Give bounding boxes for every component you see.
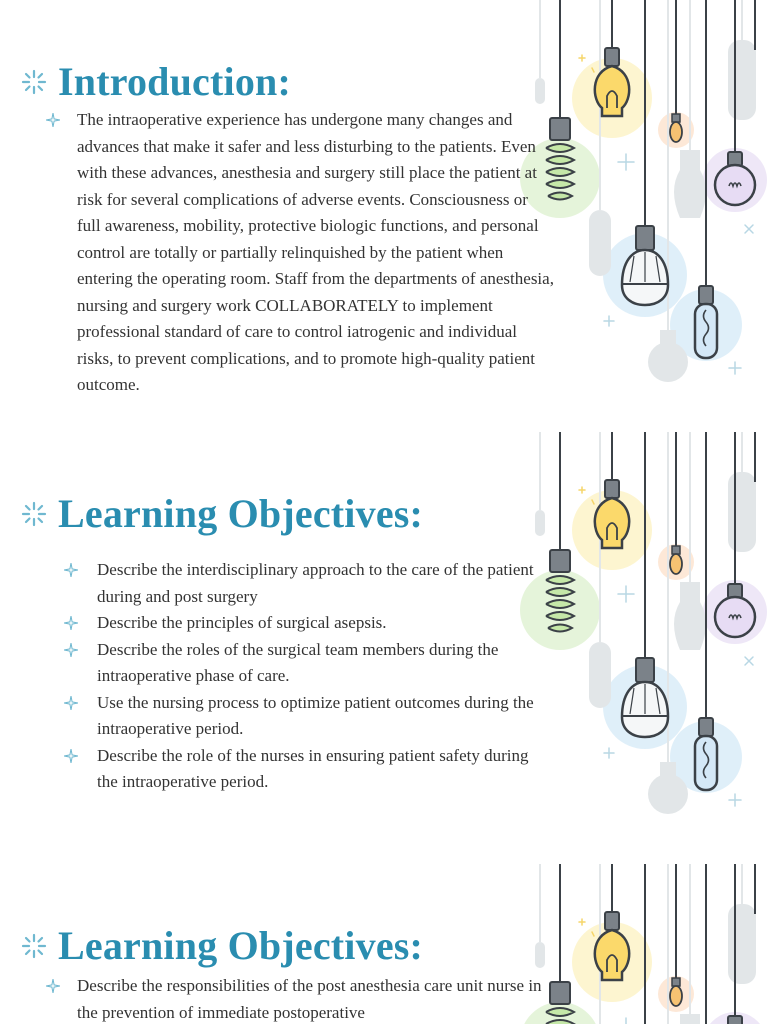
- objective-text: Use the nursing process to optimize patient outcomes during the intraoperative period.: [97, 692, 534, 738]
- hanging-lightbulbs-illustration: [510, 432, 768, 864]
- objectives-list: [64, 557, 544, 796]
- slide-title-row: [20, 922, 423, 969]
- slide-title: Learning Objectives:: [58, 923, 424, 968]
- four-point-star-icon: [64, 696, 78, 710]
- hanging-lightbulbs-illustration: [510, 864, 768, 1024]
- objective-text: Describe the principles of surgical asepsis.: [97, 613, 387, 632]
- objective-text: Describe the roles of the surgical team members during the intraoperative phase of care.: [97, 639, 499, 685]
- slide-learning-objectives: [0, 432, 768, 864]
- slide-introduction: [0, 0, 768, 432]
- objective-text: Describe the responsibilities of the post anesthesia care unit nurse in the prevention of immediate postoperative: [77, 976, 542, 1022]
- slide-title: Introduction:: [58, 59, 292, 104]
- four-point-star-icon: [46, 979, 60, 993]
- four-point-star-icon: [46, 113, 60, 127]
- slide-title: Learning Objectives:: [58, 491, 424, 536]
- objective-text: Describe the interdisciplinary approach to the care of the patient during and post surgery: [97, 560, 534, 606]
- slide-title-row: [20, 58, 291, 105]
- four-point-star-icon: [64, 749, 78, 763]
- four-point-star-icon: [64, 616, 78, 630]
- sparkle-icon: [20, 68, 48, 96]
- objective-item: [64, 557, 544, 610]
- slide-title-row: [20, 490, 423, 537]
- objective-item: [64, 637, 544, 690]
- sparkle-icon: [20, 932, 48, 960]
- four-point-star-icon: [64, 643, 78, 657]
- four-point-star-icon: [64, 563, 78, 577]
- objective-item: [64, 690, 544, 743]
- intro-paragraph: The intraoperative experience has undergone many changes and advances that make it safer and less disturbing to the patients. Even with these advances, anesthesia and surgery still place the patient at risk for several complications of adverse events. Consciousness or full awareness, mobility, protective biologic functions, and personal control are totally or partially relinquished by the patient when entering the operating room. Staff from the departments of anesthesia, nursing and surgery work COLLABORATELY to implement professional standard of care to control iatrogenic and individual risks, to prevent complications, and to promote high-quality patient outcome.: [77, 110, 554, 394]
- objective-text: Describe the role of the nurses in ensuring patient safety during the intraoperative period.: [97, 745, 529, 791]
- slide-learning-objectives-continued: [0, 864, 768, 1024]
- objective-item: [64, 743, 544, 796]
- objective-item: [64, 610, 544, 637]
- sparkle-icon: [20, 500, 48, 528]
